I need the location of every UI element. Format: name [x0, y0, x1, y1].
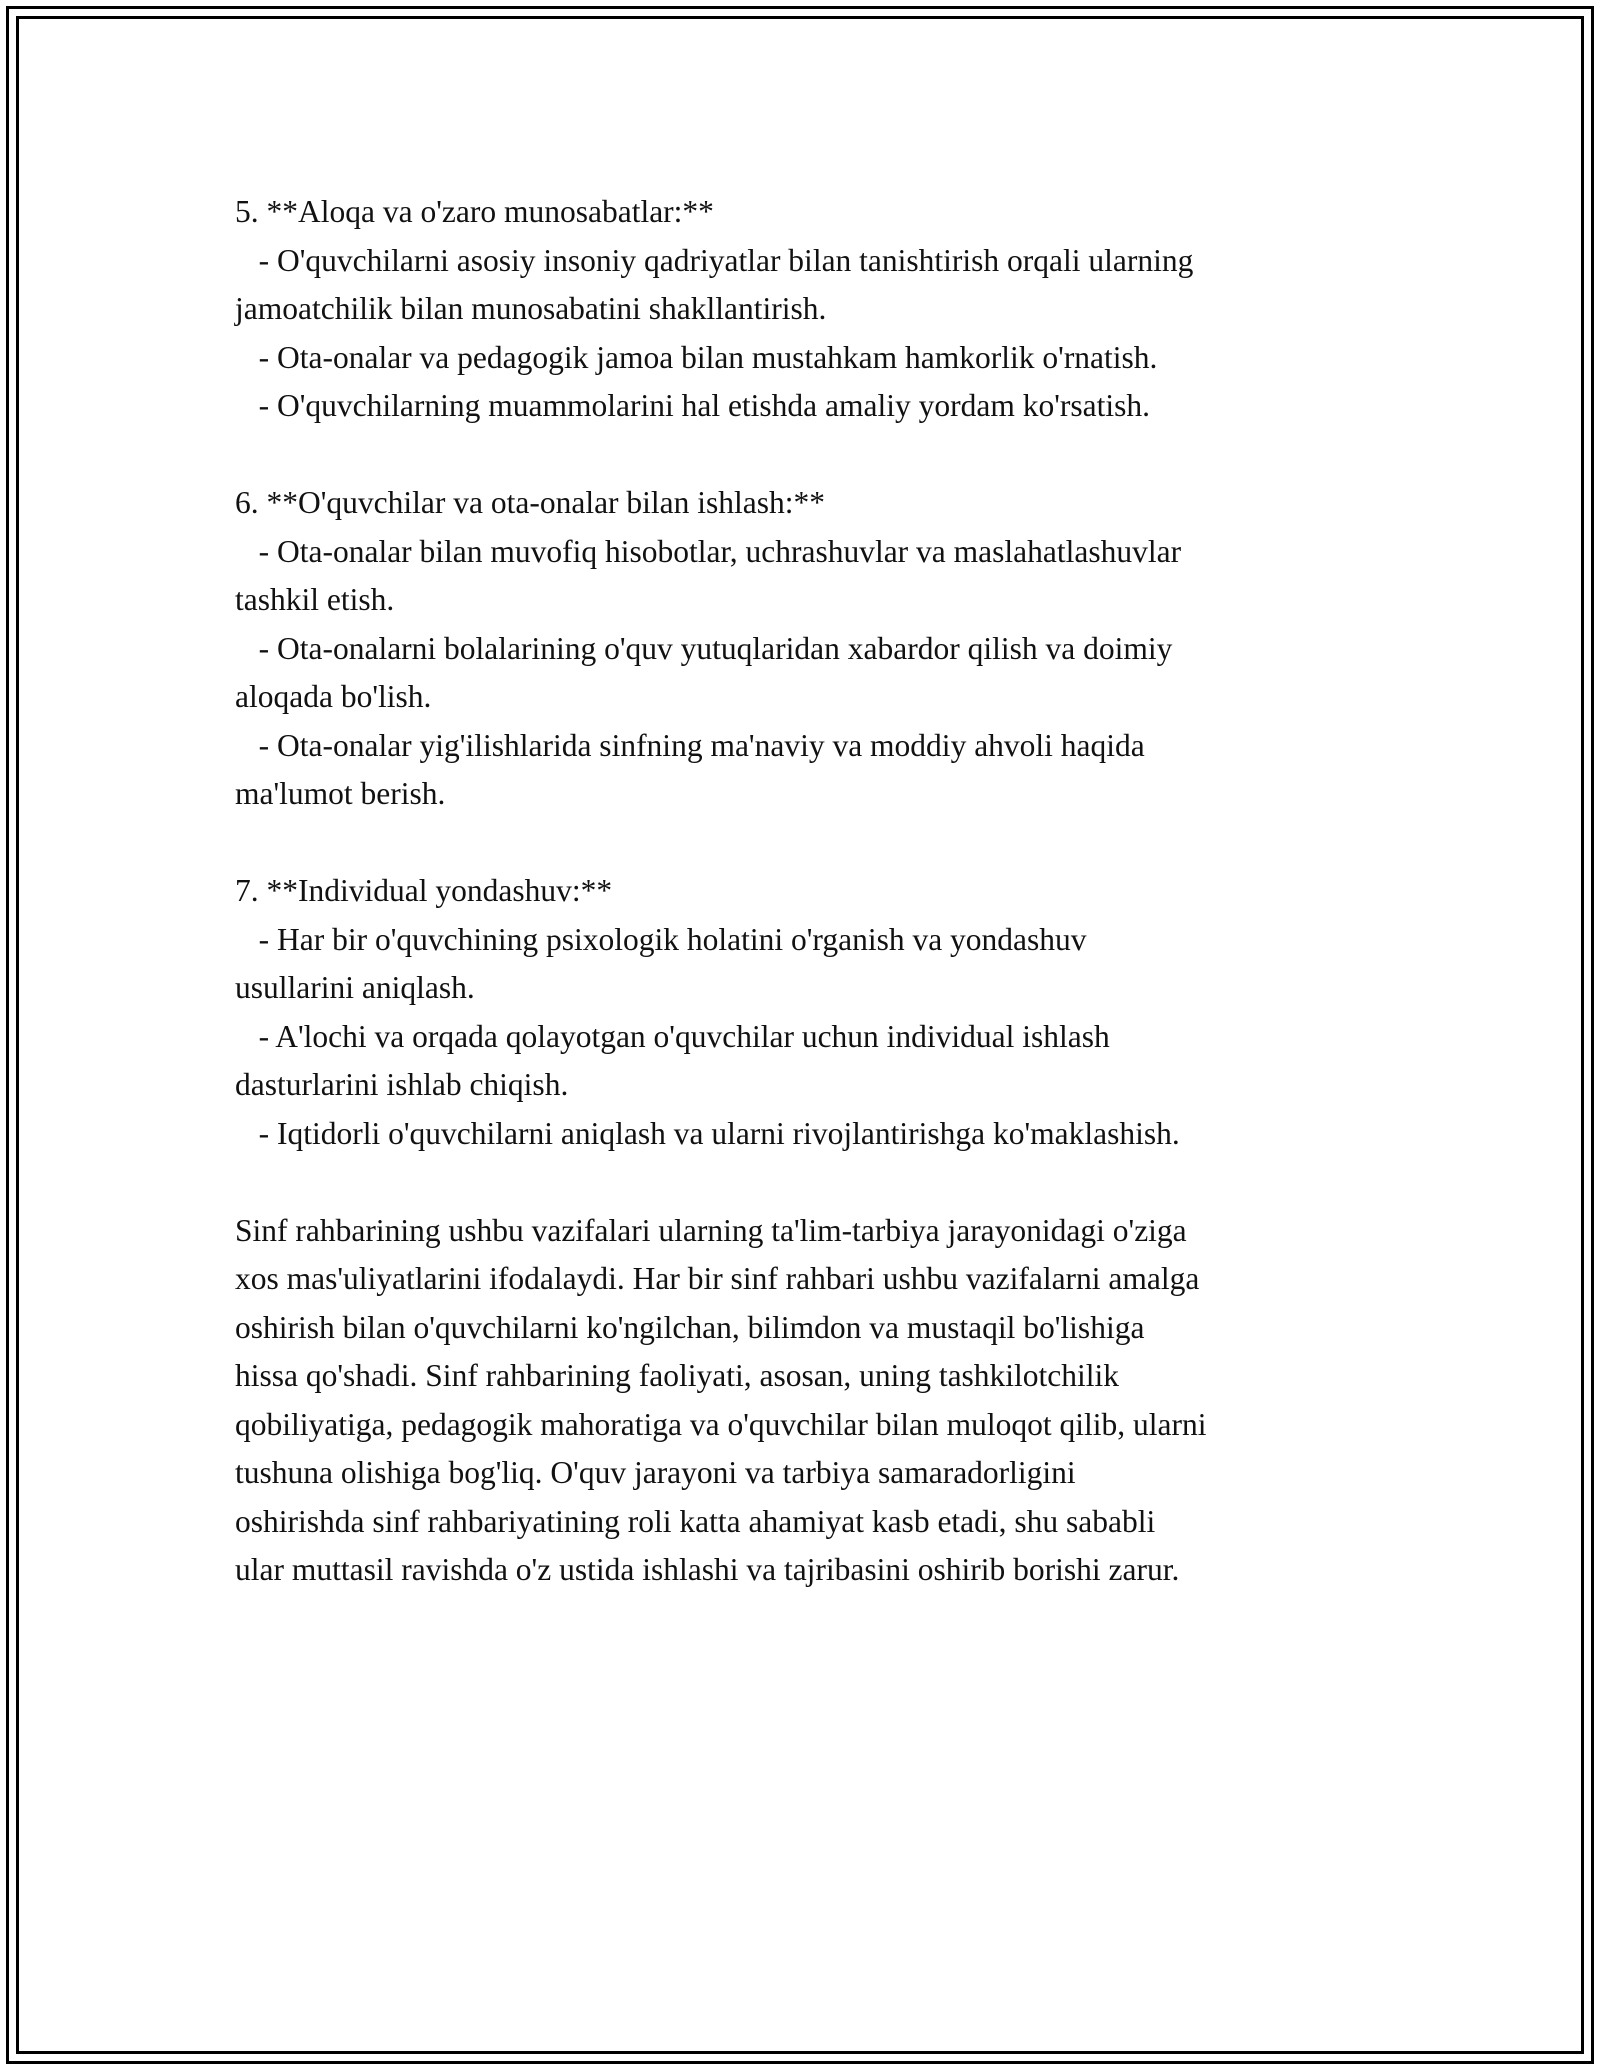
summary-paragraph	[235, 1207, 1385, 1595]
summary-line: Sinf rahbarining ushbu vazifalari ularning ta'lim-tarbiya jarayonidagi o'ziga	[235, 1212, 1187, 1248]
summary-line: hissa qo'shadi. Sinf rahbarining faoliyati, asosan, uning tashkilotchilik	[235, 1358, 1120, 1393]
section-line: - O'quvchilarni asosiy insoniy qadriyatlar bilan tanishtirish orqali ularning	[235, 242, 1194, 278]
section-line: ma'lumot berish.	[235, 776, 446, 811]
section-line: aloqada bo'lish.	[235, 679, 432, 714]
section-line: - Ota-onalar va pedagogik jamoa bilan mustahkam hamkorlik o'rnatish.	[235, 339, 1158, 375]
section-5	[235, 188, 1385, 431]
summary-line: oshirishda sinf rahbariyatining roli katta ahamiyat kasb etadi, shu sababli	[235, 1503, 1156, 1539]
section-7	[235, 867, 1385, 1158]
summary-line: tushuna olishiga bog'liq. O'quv jarayoni va tarbiya samaradorligini	[235, 1455, 1076, 1490]
section-line: jamoatchilik bilan munosabatini shakllantirish.	[235, 291, 827, 326]
summary-line: oshirish bilan o'quvchilarni ko'ngilchan, bilimdon va mustaqil bo'lishiga	[235, 1309, 1145, 1345]
section-line: - Iqtidorli o'quvchilarni aniqlash va ularni rivojlantirishga ko'maklashish.	[235, 1115, 1180, 1151]
section-line: - Har bir o'quvchining psixologik holatini o'rganish va yondashuv	[235, 921, 1087, 957]
section-heading: 6. **O'quvchilar va ota-onalar bilan ishlash:**	[235, 485, 826, 520]
section-6	[235, 479, 1385, 819]
section-line: - Ota-onalarni bolalarining o'quv yutuqlaridan xabardor qilish va doimiy	[235, 630, 1173, 666]
section-line: - Ota-onalar bilan muvofiq hisobotlar, uchrashuvlar va maslahatlashuvlar	[235, 533, 1182, 569]
section-line: - A'lochi va orqada qolayotgan o'quvchilar uchun individual ishlash	[235, 1018, 1110, 1054]
section-heading: 5. **Aloqa va o'zaro munosabatlar:**	[235, 194, 714, 229]
section-heading: 7. **Individual yondashuv:**	[235, 873, 613, 908]
summary-line: ular muttasil ravishda o'z ustida ishlashi va tajribasini oshirib borishi zarur.	[235, 1552, 1180, 1587]
document-body	[235, 188, 1385, 1595]
section-line: - Ota-onalar yig'ilishlarida sinfning ma'naviy va moddiy ahvoli haqida	[235, 727, 1145, 763]
section-line: dasturlarini ishlab chiqish.	[235, 1067, 569, 1102]
section-line: - O'quvchilarning muammolarini hal etishda amaliy yordam ko'rsatish.	[235, 388, 1151, 423]
summary-line: xos mas'uliyatlarini ifodalaydi. Har bir sinf rahbari ushbu vazifalarni amalga	[235, 1261, 1200, 1296]
section-line: usullarini aniqlash.	[235, 970, 475, 1005]
section-line: tashkil etish.	[235, 582, 395, 617]
summary-line: qobiliyatiga, pedagogik mahoratiga va o'quvchilar bilan muloqot qilib, ularni	[235, 1406, 1207, 1442]
